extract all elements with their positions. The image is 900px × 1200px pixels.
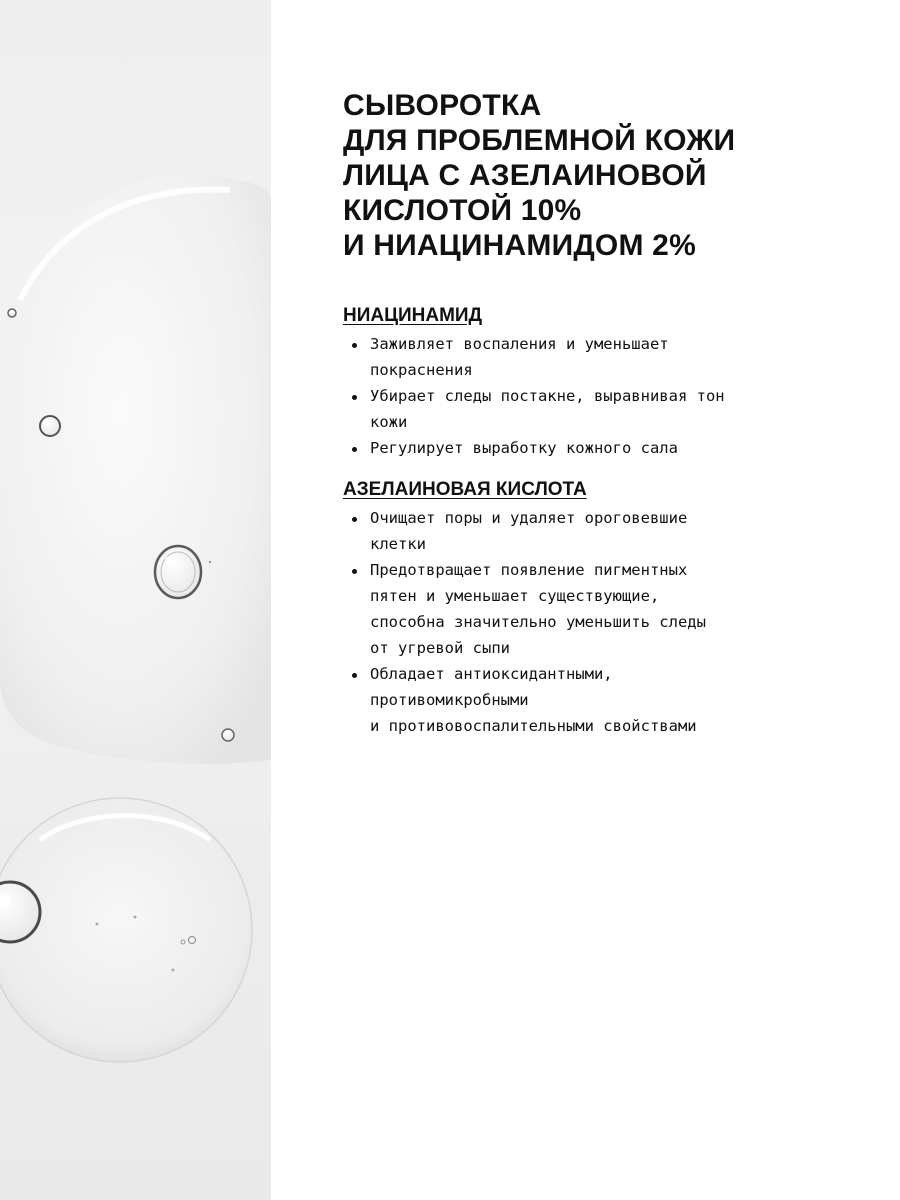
- item-line: и противовоспалительными свойствами: [370, 717, 697, 735]
- list-item: [343, 435, 863, 461]
- product-title: [343, 88, 863, 263]
- title-line: ЛИЦА С АЗЕЛАИНОВОЙ: [343, 159, 707, 192]
- list-item: [343, 331, 863, 383]
- item-line: противомикробными: [370, 691, 529, 709]
- list-item: [343, 661, 863, 739]
- title-line: ДЛЯ ПРОБЛЕМНОЙ КОЖИ: [343, 124, 736, 157]
- item-line: Очищает поры и удаляет ороговевшие: [370, 509, 688, 527]
- azelaic-acid-heading: АЗЕЛАИНОВАЯ КИСЛОТА: [343, 479, 587, 500]
- bullet-icon: [352, 343, 357, 348]
- item-line: Заживляет воспаления и уменьшает: [370, 335, 669, 353]
- bullet-icon: [352, 447, 357, 452]
- bullet-icon: [352, 569, 357, 574]
- item-line: способна значительно уменьшить следы: [370, 613, 706, 631]
- bubble-icon: [40, 416, 60, 436]
- item-line: пятен и уменьшает существующие,: [370, 587, 660, 605]
- title-line: СЫВОРОТКА: [343, 89, 542, 122]
- niacinamide-heading: НИАЦИНАМИД: [343, 305, 483, 326]
- niacinamide-benefits-list: [343, 331, 863, 461]
- droplets-illustration: [0, 0, 271, 1200]
- item-line: кожи: [370, 413, 408, 431]
- small-bubble-icon: [222, 729, 234, 741]
- small-bubble-icon: [8, 309, 16, 317]
- bullet-icon: [352, 517, 357, 522]
- list-item: [343, 557, 863, 661]
- bullet-icon: [352, 673, 357, 678]
- item-line: покраснения: [370, 361, 473, 379]
- item-line: Обладает антиоксидантными,: [370, 665, 613, 683]
- azelaic-acid-benefits-list: [343, 505, 863, 739]
- list-item: [343, 383, 863, 435]
- title-line: КИСЛОТОЙ 10%: [343, 194, 582, 227]
- item-line: Убирает следы постакне, выравнивая тон: [370, 387, 725, 405]
- item-line: Регулирует выработку кожного сала: [370, 439, 678, 457]
- product-description: [343, 88, 863, 739]
- item-line: от угревой сыпи: [370, 639, 510, 657]
- list-item: [343, 505, 863, 557]
- item-line: Предотвращает появление пигментных: [370, 561, 688, 579]
- bottom-gel-blob: [0, 798, 252, 1062]
- serum-droplets-image: [0, 0, 271, 1200]
- bullet-icon: [352, 395, 357, 400]
- large-bubble-icon: [155, 546, 201, 598]
- item-line: клетки: [370, 535, 426, 553]
- title-line: И НИАЦИНАМИДОМ 2%: [343, 229, 696, 262]
